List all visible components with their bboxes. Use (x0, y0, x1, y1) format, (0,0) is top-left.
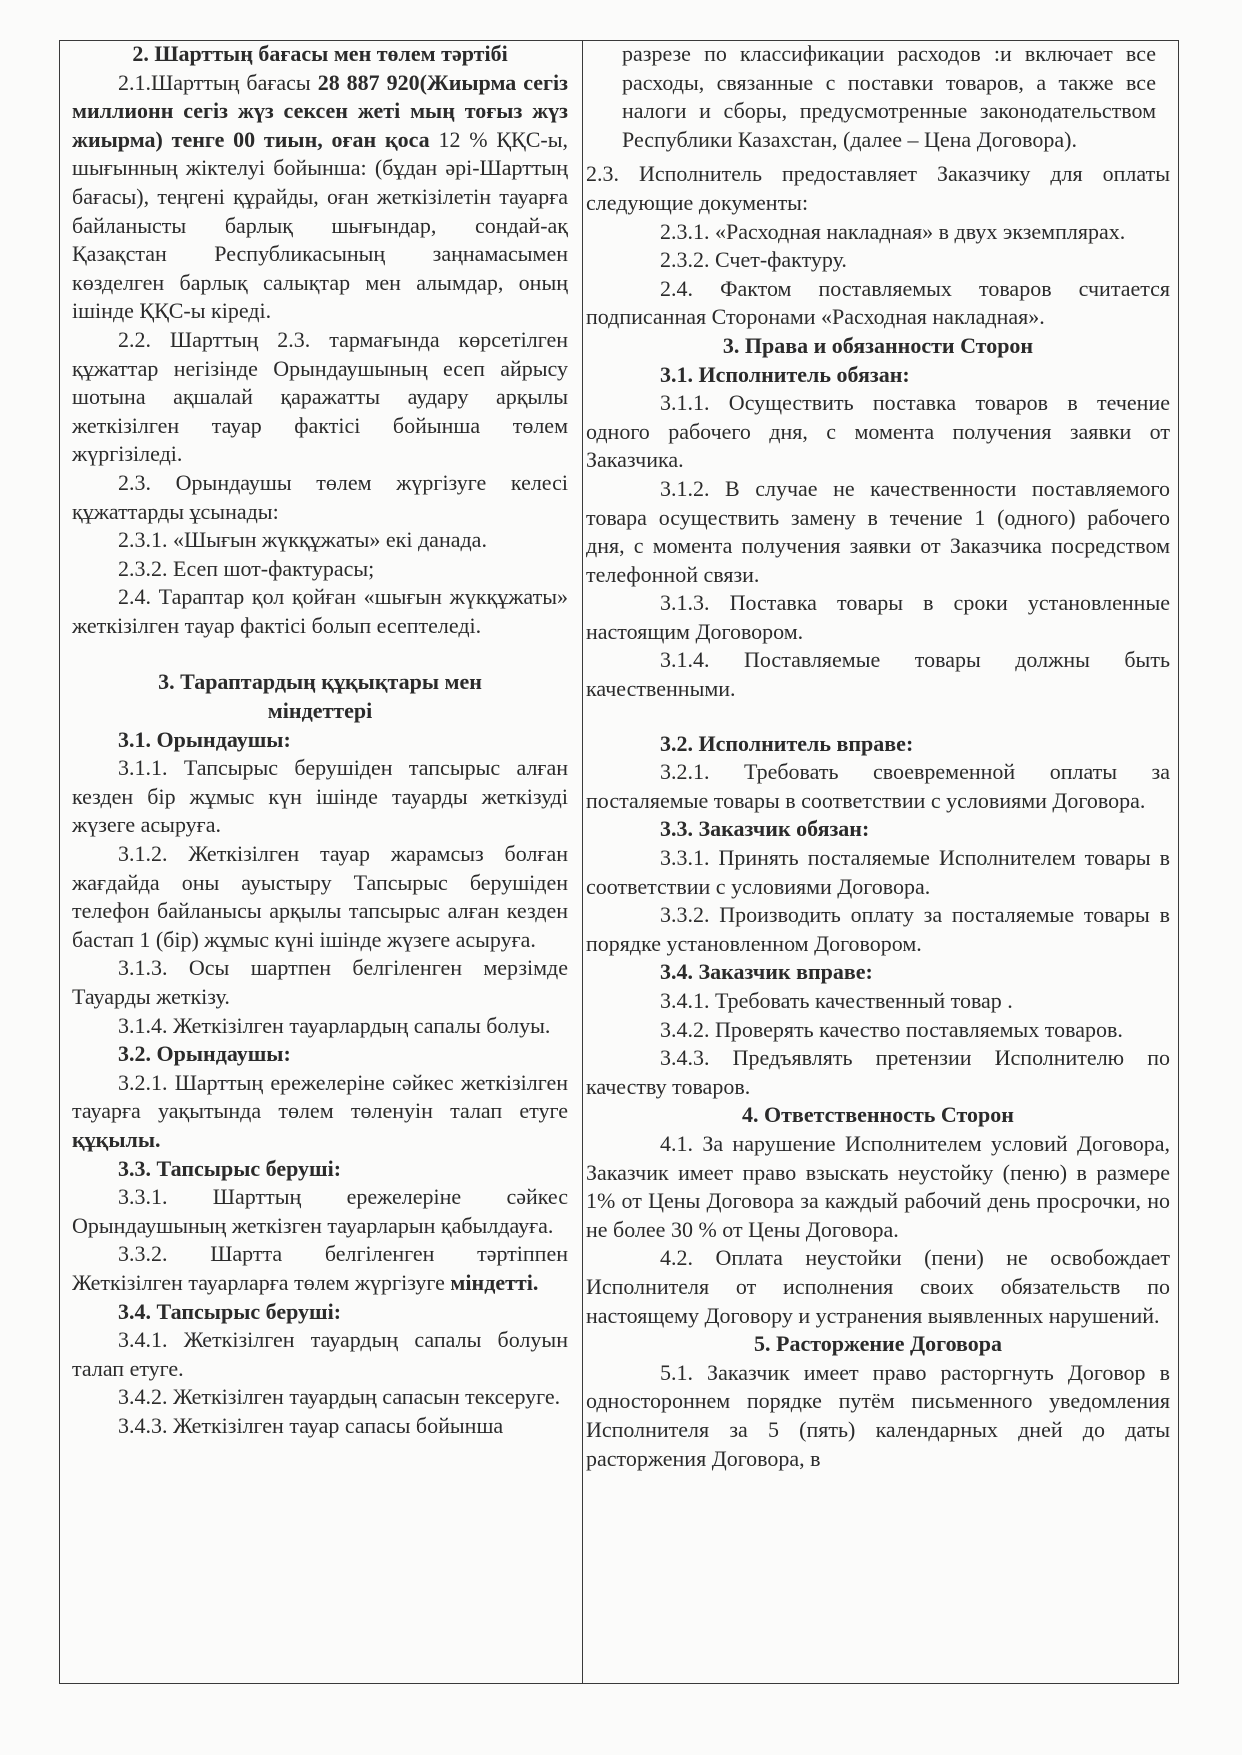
clause-3-1-1-kz: 3.1.1. Тапсырыс берушіден тапсырыс алған кезден бір жұмыс күн ішінде тауарды жеткізуді жүзеге асыруға. (72, 755, 568, 838)
clause-3-2-1-kz: 3.2.1. Шарттың ережелеріне сәйкес жеткізілген тауарға уақытында төлем төленуін талап етуге құқылы. (72, 1069, 568, 1152)
clause-2-3-2-ru: 2.3.2. Счет-фактуру. (660, 247, 847, 273)
clause-2-3-1-ru: 2.3.1. «Расходная накладная» в двух экземплярах. (660, 218, 1126, 244)
section-3-title-kz-line2: міндеттері (267, 698, 373, 724)
clause-3-4-3-kz: 3.4.3. Жеткізілген тауар сапасы бойынша (118, 1412, 504, 1438)
section-5-title-ru: 5. Расторжение Договора (754, 1331, 1002, 1357)
subsection-3-1-title-kz: 3.1. Орындаушы: (118, 726, 291, 752)
clause-2-2-kz: 2.2. Шарттың 2.3. тармағында көрсетілген құжаттар негізінде Орындаушының есеп айрысу шотына ақшалай қаражатты аудару арқылы жеткізілген тауар фактісі бойынша төлем жүргізіледі. (72, 326, 568, 467)
clause-3-4-2-kz: 3.4.2. Жеткізілген тауардың сапасын тексеруге. (118, 1384, 561, 1410)
section-3-title-ru: 3. Права и обязанности Сторон (722, 332, 1034, 358)
clause-3-3-2-ru: 3.3.2. Производить оплату за посталяемые товары в порядке установленном Договором. (586, 902, 1170, 956)
column-divider (582, 40, 583, 1684)
clause-4-2-ru: 4.2. Оплата неустойки (пени) не освобождает Исполнителя от исполнения своих обязательств по настоящему Договору и устранения выявленных нарушений. (586, 1245, 1170, 1328)
clause-3-1-4-ru: 3.1.4. Поставляемые товары должны быть качественными. (586, 647, 1170, 702)
subsection-3-2-title-kz: 3.2. Орындаушы: (118, 1041, 291, 1067)
subsection-3-1-title-ru: 3.1. Исполнитель обязан: (660, 361, 910, 387)
subsection-3-3-title-kz: 3.3. Тапсырыс беруші: (118, 1155, 342, 1181)
subsection-3-4-title-ru: 3.4. Заказчик вправе: (660, 959, 873, 985)
subsection-3-2-title-ru: 3.2. Исполнитель вправе: (660, 730, 914, 756)
clause-5-1-ru: 5.1. Заказчик имеет право расторгнуть Договор в одностороннем порядке путём письменного уведомления Исполнителя за 5 (пять) календарных дней до даты расторжения Договора, в (586, 1359, 1170, 1471)
clause-2-4-ru: 2.4. Фактом поставляемых товаров считается подписанная Сторонами «Расходная накладная». (586, 275, 1170, 330)
russian-column (586, 40, 1170, 1473)
section-3-title-kz: 3. Тараптардың құқықтары мен (158, 669, 482, 695)
clause-3-1-2-kz: 3.1.2. Жеткізілген тауар жарамсыз болған жағдайда оны ауыстыру Тапсырыс берушіден телефон байланысы арқылы тапсырыс алған кезден бастап 1 (бір) жұмыс күні ішінде жүзеге асыруға. (72, 841, 568, 952)
clause-3-1-3-kz: 3.1.3. Осы шартпен белгіленген мерзімде Тауарды жеткізу. (72, 955, 568, 1009)
clause-3-2-1-ru: 3.2.1. Требовать своевременной оплаты за посталяемые товары в соответствии с условиями Договора. (586, 759, 1170, 813)
subsection-3-3-title-ru: 3.3. Заказчик обязан: (660, 816, 870, 842)
clause-3-1-4-kz: 3.1.4. Жеткізілген тауарлардың сапалы болуы. (118, 1012, 551, 1038)
section-2-title-kz: 2. Шарттың бағасы мен төлем тәртібі (132, 41, 508, 66)
section-4-title-ru: 4. Ответственность Сторон (742, 1102, 1014, 1128)
clause-3-1-3-ru: 3.1.3. Поставка товары в сроки установленные настоящим Договором. (586, 590, 1170, 644)
clause-2-4-kz: 2.4. Тараптар қол қойған «шығын жүкқұжаты» жеткізілген тауар фактісі болып есептеледі. (72, 584, 568, 638)
clause-3-4-2-ru: 3.4.2. Проверять качество поставляемых товаров. (660, 1016, 1123, 1042)
clause-3-3-2-kz: 3.3.2. Шартта белгіленген тәртіппен Жеткізілген тауарларға төлем жүргізуге міндетті. (72, 1241, 568, 1295)
clause-3-1-2-ru: 3.1.2. В случае не качественности поставляемого товара осуществить замену в течение 1 (одного) рабочего дня, с момента получения заявки от Заказчика посредством телефонной связи. (586, 475, 1170, 587)
clause-3-4-1-kz: 3.4.1. Жеткізілген тауардың сапалы болуын талап етуге. (72, 1327, 568, 1381)
clause-2-3-ru: 2.3. Исполнитель предоставляет Заказчику для оплаты следующие документы: (586, 161, 1170, 215)
clause-3-3-1-ru: 3.3.1. Принять посталяемые Исполнителем товары в соответствии с условиями Договора. (586, 845, 1170, 899)
clause-4-1-ru: 4.1. За нарушение Исполнителем условий Договора, Заказчик имеет право взыскать неустойку (пеню) в размере 1% от Цены Договора за каждый рабочий день просрочки, но не более 30 % от Цены Договора. (586, 1130, 1170, 1242)
clause-2-3-2-kz: 2.3.2. Есеп шот-фактурасы; (118, 555, 375, 581)
clause-3-1-1-ru: 3.1.1. Осуществить поставка товаров в течение одного рабочего дня, с момента получения заявки от Заказчика. (586, 390, 1170, 473)
kazakh-column (72, 40, 568, 1441)
clause-3-3-1-kz: 3.3.1. Шарттың ережелеріне сәйкес Орындаушының жеткізген тауарларын қабылдауға. (72, 1184, 568, 1238)
clause-2-1-kz: 2.1.Шарттың бағасы 28 887 920(Жиырма сегіз миллионн сегіз жүз сексен жеті мың тоғыз жүз жиырма) тенге 00 тиын, оған қоса 12 % ҚҚС-ы, шығынның жіктелуі бойынша: (бұдан әрі-Шарттың бағасы), теңгені құрайды, оған жеткізілетін тауарға байланысты барлық шығындар, сондай-ақ Қазақстан Республикасының заңнамасымен көзделген барлық салықтар мен алымдар, оның ішінде ҚҚС-ы кіреді. (72, 69, 568, 324)
clause-3-4-3-ru: 3.4.3. Предъявлять претензии Исполнителю по качеству товаров. (586, 1045, 1170, 1099)
price-continuation-ru: разрезе по классификации расходов :и включает все расходы, связанные с поставки товаров, а также все налоги и сборы, предусмотренные законодательством Республики Казахстан, (далее – Цена Договора). (622, 41, 1156, 152)
clause-2-3-1-kz: 2.3.1. «Шығын жүкқұжаты» екі данада. (118, 527, 487, 553)
clause-2-3-kz: 2.3. Орындаушы төлем жүргізуге келесі құжаттарды ұсынады: (72, 469, 568, 524)
clause-3-4-1-ru: 3.4.1. Требовать качественный товар . (660, 988, 1013, 1013)
subsection-3-4-title-kz: 3.4. Тапсырыс беруші: (118, 1298, 342, 1324)
